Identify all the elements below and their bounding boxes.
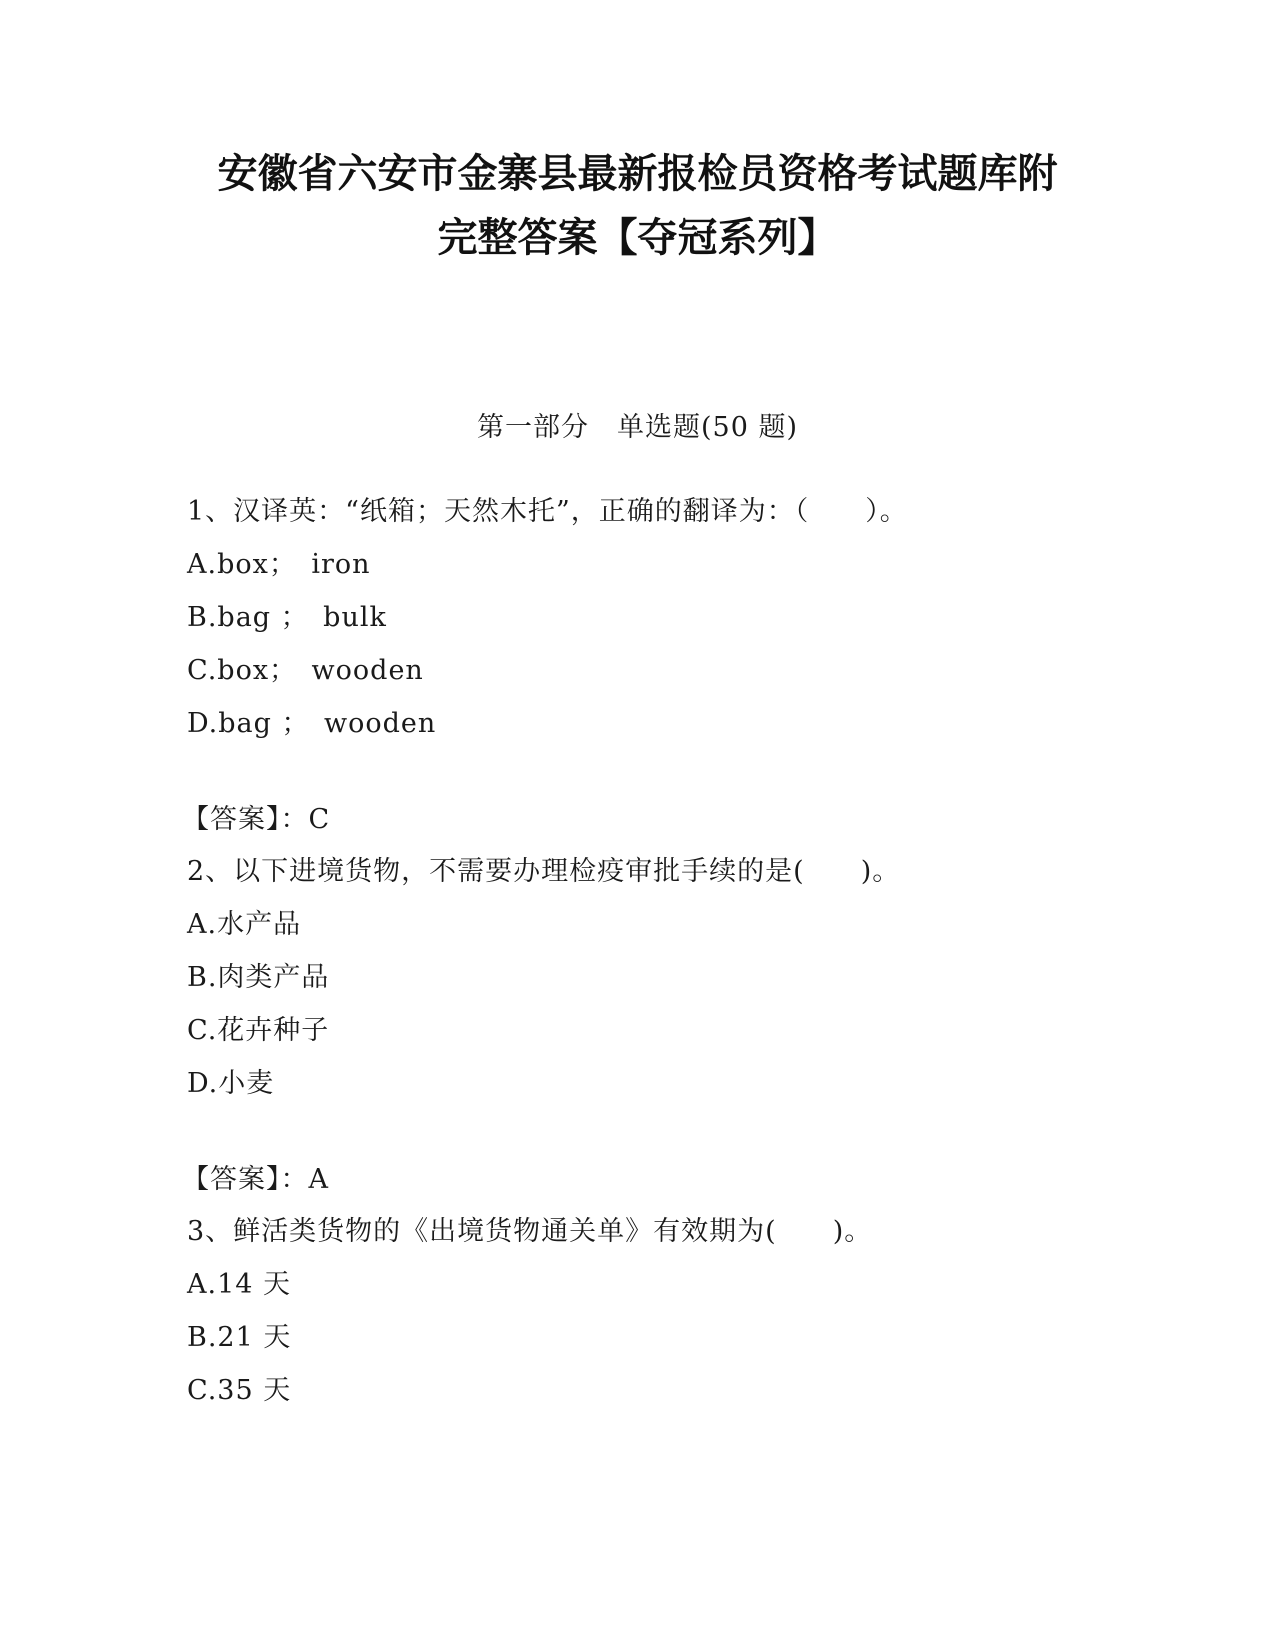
question-3-option-a: A.14 天 xyxy=(187,1269,292,1300)
question-1-option-b: B.bag ； bulk xyxy=(187,602,387,633)
section-heading: 第一部分 单选题(50 题) xyxy=(476,412,798,443)
question-1-answer: 【答案】：C xyxy=(182,804,331,835)
question-1-option-a: A.box； iron xyxy=(187,549,371,580)
question-2-answer: 【答案】：A xyxy=(182,1164,329,1195)
question-3-option-c: C.35 天 xyxy=(187,1375,292,1406)
question-2-stem: 2、以下进境货物，不需要办理检疫审批手续的是( )。 xyxy=(187,856,901,887)
question-1-option-d: D.bag ； wooden xyxy=(187,708,437,739)
question-3-stem: 3、鲜活类货物的《出境货物通关单》有效期为( )。 xyxy=(187,1216,873,1247)
question-2-option-a: A.水产品 xyxy=(187,909,302,940)
question-2-option-b: B.肉类产品 xyxy=(187,962,330,993)
document-title-line-2: 完整答案【夺冠系列】 xyxy=(437,215,838,261)
question-1-option-c: C.box； wooden xyxy=(187,655,424,686)
document-title-line-1: 安徽省六安市金寨县最新报检员资格考试题库附 xyxy=(217,151,1058,197)
question-2-option-d: D.小麦 xyxy=(187,1068,275,1099)
question-3-option-b: B.21 天 xyxy=(187,1322,292,1353)
question-2-option-c: C.花卉种子 xyxy=(187,1015,330,1046)
question-1-stem: 1、汉译英：“纸箱；天然木托”，正确的翻译为：（ ）。 xyxy=(187,496,908,527)
